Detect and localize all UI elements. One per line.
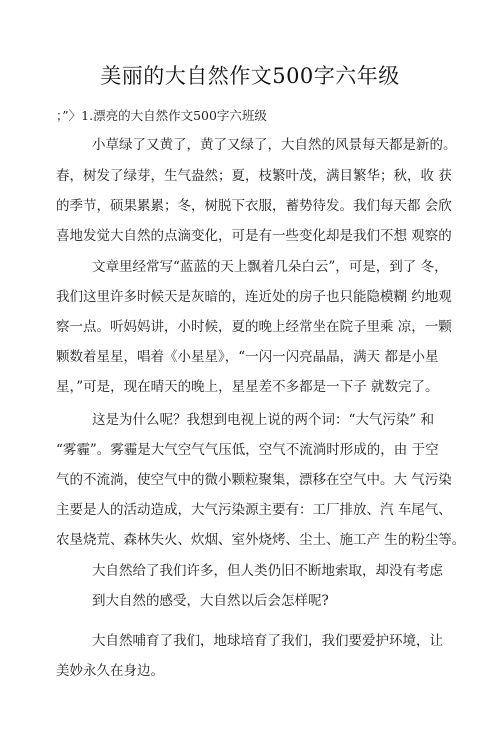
paragraph-line: 文章里经常写“蓝蓝的天上飘着几朵白云”，可是，到了 冬， [92, 259, 448, 275]
paragraph-line: 的季节，硕果累累；冬，树脱下衣服，蓄势待发。我们每天都 会欣 [56, 198, 452, 214]
paragraph-line: “雾霾”。雾霾是大气空气气压低，空气不流淌时形成的，由 于空 [56, 442, 439, 458]
paragraph-line: 小草绿了又黄了，黄了又绿了，大自然的风景每天都是新的。 [92, 137, 457, 153]
page-title: 美丽的大自然作文500字六年级 [100, 64, 400, 88]
paragraph-line: 美妙永久在身边。 [56, 663, 164, 679]
paragraph-line: 春，树发了绿芽，生气盎然；夏，枝繁叶茂，满目繁华；秋，收 获 [56, 168, 452, 184]
section-heading: ；”〉1.漂亮的大自然作文500字六班级 [56, 108, 267, 123]
paragraph-line: 喜地发觉大自然的点滴变化，可是有一些变化却是我们不想 观察的 [56, 228, 452, 244]
paragraph-line: 这是为什么呢？我想到电视上说的两个词：“大气污染” 和 [92, 412, 435, 428]
paragraph-line: 星，”可是，现在晴天的晚上，星星差不多都是一下子 就数完了。 [56, 379, 439, 395]
paragraph-line: 大自然给了我们许多，但人类仍旧不断地索取，却没有考虑 [92, 563, 443, 579]
paragraph-line: 气的不流淌，使空气中的微小颗粒聚集，漂移在空气中。大 气污染 [56, 472, 452, 488]
paragraph-line: 主要是人的活动造成，大气污染源主要有：工厂排放、汽 车尾气、 [56, 502, 452, 518]
paragraph-line: 察一点。听妈妈讲，小时候，夏的晚上经常坐在院子里乘 凉，一颗 [56, 319, 452, 335]
paragraph-line: 我们这里许多时候天是灰暗的，连近处的房子也只能隐模糊 约地观 [56, 289, 452, 305]
paragraph-line: 大自然哺育了我们，地球培育了我们，我们要爱护环境，让 [92, 633, 443, 649]
paragraph-line: 到大自然的感受，大自然以后会怎样呢? [92, 593, 329, 609]
paragraph-line: 颗数着星星，唱着《小星星》，“一闪一闪亮晶晶，满天 都是小星 [56, 349, 439, 365]
paragraph-line: 农垦烧荒、森林失火、炊烟、室外烧烤、尘土、施工产 生的粉尘等。 [56, 532, 466, 548]
